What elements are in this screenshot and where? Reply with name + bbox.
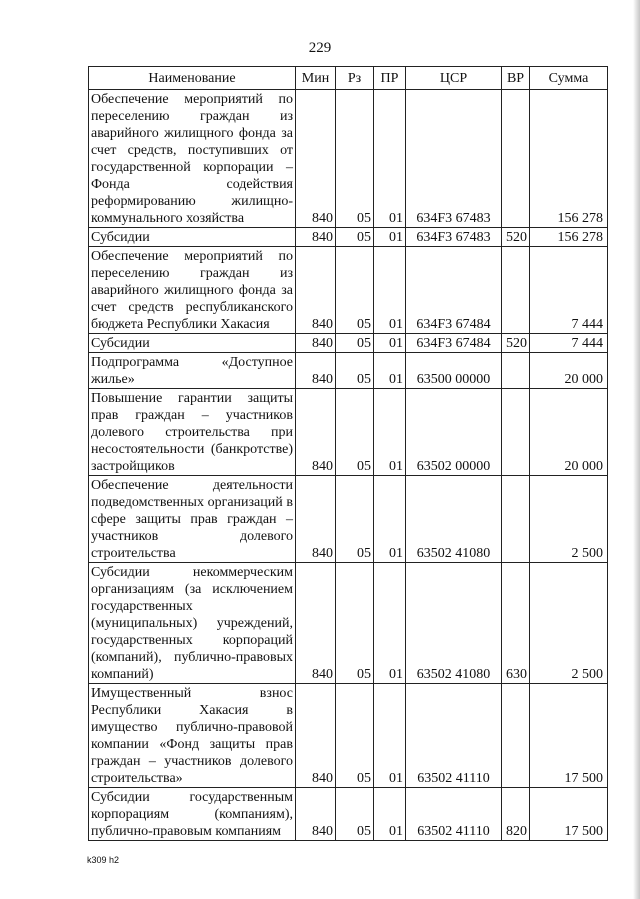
row-min: 840	[296, 389, 336, 476]
row-csr: 63502 41080	[406, 476, 502, 563]
row-name: Обеспечение мероприятий по переселению граждан из аварийного жилищного фонда за счет средств республиканского бюджета Республики Хакасия	[89, 247, 296, 334]
row-sum: 17 500	[530, 788, 608, 841]
row-vr	[502, 389, 530, 476]
row-min: 840	[296, 788, 336, 841]
row-vr	[502, 684, 530, 788]
row-sum: 7 444	[530, 334, 608, 353]
row-pr: 01	[374, 247, 406, 334]
row-name: Повышение гарантии защиты прав граждан – участников долевого строительства при несостоятельности (банкротстве) застройщиков	[89, 389, 296, 476]
row-pr: 01	[374, 353, 406, 389]
row-vr	[502, 90, 530, 228]
table-row	[89, 476, 608, 563]
row-rz: 05	[336, 788, 374, 841]
row-pr: 01	[374, 90, 406, 228]
row-vr: 820	[502, 788, 530, 841]
row-name: Обеспечение мероприятий по переселению граждан из аварийного жилищного фонда за счет средств, поступивших от государственной корпорации – Фонда содействия реформированию жилищно-коммунального хозяйства	[89, 90, 296, 228]
row-rz: 05	[336, 353, 374, 389]
row-min: 840	[296, 476, 336, 563]
row-name: Субсидии государственным корпорациям (компаниям), публично-правовым компаниям	[89, 788, 296, 841]
row-vr: 520	[502, 228, 530, 247]
row-min: 840	[296, 228, 336, 247]
row-min: 840	[296, 247, 336, 334]
row-pr: 01	[374, 228, 406, 247]
header-rz: Рз	[336, 67, 374, 90]
row-min: 840	[296, 90, 336, 228]
header-pr: ПР	[374, 67, 406, 90]
row-rz: 05	[336, 389, 374, 476]
row-rz: 05	[336, 563, 374, 684]
table-row	[89, 563, 608, 684]
row-name: Субсидии некоммерческим организациям (за исключением государственных (муниципальных) учреждений, государственных корпораций (компаний), публично-правовых компаний)	[89, 563, 296, 684]
row-csr: 63502 41080	[406, 563, 502, 684]
row-vr: 630	[502, 563, 530, 684]
row-sum: 2 500	[530, 476, 608, 563]
row-min: 840	[296, 353, 336, 389]
footer-code: k309 h2	[87, 855, 120, 865]
row-pr: 01	[374, 788, 406, 841]
row-sum: 156 278	[530, 90, 608, 228]
row-rz: 05	[336, 334, 374, 353]
row-name: Субсидии	[89, 334, 296, 353]
row-csr: 634F3 67484	[406, 334, 502, 353]
scan-edge-shadow	[633, 0, 640, 899]
table-row	[89, 90, 608, 228]
table-row	[89, 247, 608, 334]
row-rz: 05	[336, 228, 374, 247]
row-sum: 17 500	[530, 684, 608, 788]
row-pr: 01	[374, 334, 406, 353]
table-row	[89, 684, 608, 788]
row-pr: 01	[374, 684, 406, 788]
page-number: 229	[308, 40, 332, 56]
table-row	[89, 788, 608, 841]
row-vr: 520	[502, 334, 530, 353]
row-rz: 05	[336, 247, 374, 334]
row-pr: 01	[374, 476, 406, 563]
table-row	[89, 334, 608, 353]
row-rz: 05	[336, 90, 374, 228]
row-sum: 7 444	[530, 247, 608, 334]
row-csr: 63502 41110	[406, 684, 502, 788]
row-csr: 63502 41110	[406, 788, 502, 841]
row-name: Субсидии	[89, 228, 296, 247]
row-csr: 63502 00000	[406, 389, 502, 476]
header-vr: ВР	[502, 67, 530, 90]
header-name: Наименование	[89, 67, 296, 90]
row-vr	[502, 476, 530, 563]
row-name: Имущественный взнос Республики Хакасия в имущество публично-правовой компании «Фонд защиты прав граждан – участников долевого строительства»	[89, 684, 296, 788]
row-name: Обеспечение деятельности подведомственных организаций в сфере защиты прав граждан – участников долевого строительства	[89, 476, 296, 563]
row-rz: 05	[336, 684, 374, 788]
row-csr: 634F3 67484	[406, 247, 502, 334]
table-row	[89, 353, 608, 389]
table-row	[89, 389, 608, 476]
row-min: 840	[296, 334, 336, 353]
row-csr: 634F3 67483	[406, 228, 502, 247]
row-sum: 20 000	[530, 389, 608, 476]
row-min: 840	[296, 563, 336, 684]
row-rz: 05	[336, 476, 374, 563]
row-pr: 01	[374, 563, 406, 684]
row-name: Подпрограмма «Доступное жилье»	[89, 353, 296, 389]
budget-table	[88, 66, 608, 841]
row-csr: 634F3 67483	[406, 90, 502, 228]
header-sum: Сумма	[530, 67, 608, 90]
row-sum: 156 278	[530, 228, 608, 247]
row-min: 840	[296, 684, 336, 788]
header-min: Мин	[296, 67, 336, 90]
header-row	[89, 67, 608, 90]
row-pr: 01	[374, 389, 406, 476]
row-sum: 2 500	[530, 563, 608, 684]
header-csr: ЦСР	[406, 67, 502, 90]
row-vr	[502, 353, 530, 389]
row-vr	[502, 247, 530, 334]
row-sum: 20 000	[530, 353, 608, 389]
table-row	[89, 228, 608, 247]
row-csr: 63500 00000	[406, 353, 502, 389]
